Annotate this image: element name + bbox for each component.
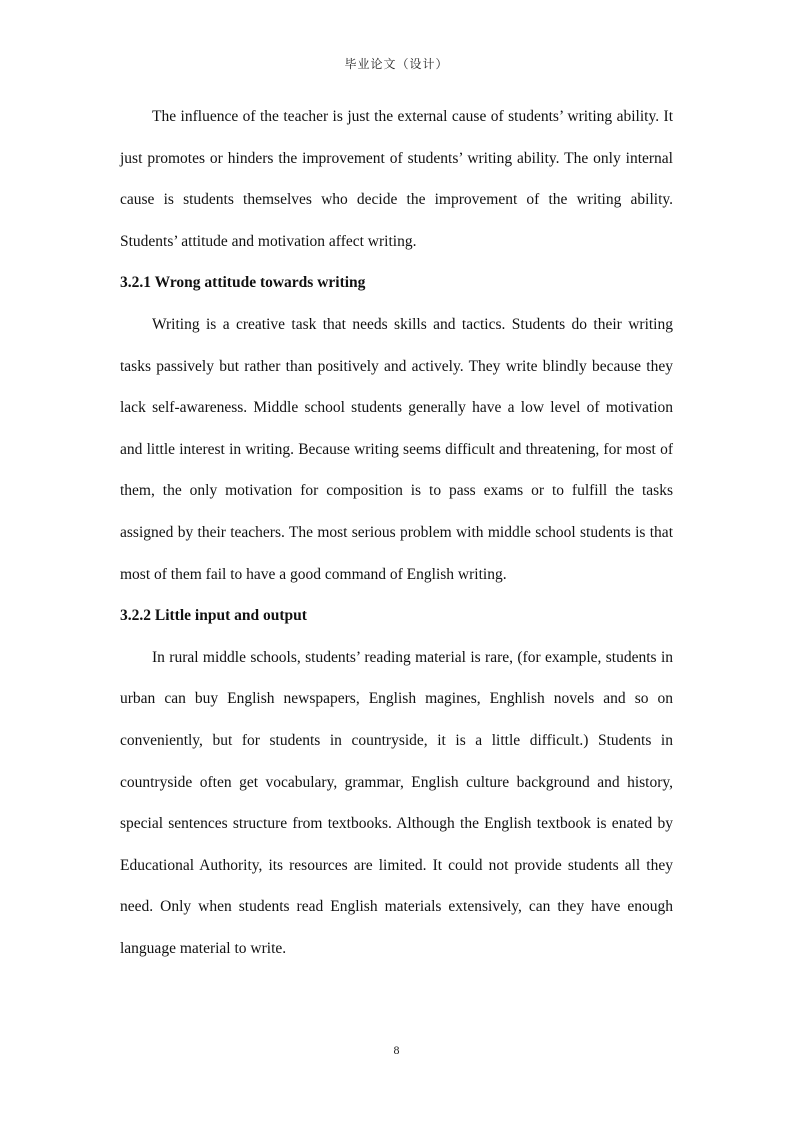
paragraph-intro: The influence of the teacher is just the external cause of students’ writing ability. It just promotes or hinders the improvement of students’ writing ability. The only internal cause is students themselves who decide the improvement of the writing ability. Students’ attitude and motivation affect writing.	[120, 108, 673, 250]
document-body	[120, 96, 673, 969]
running-header: 毕业论文（设计）	[344, 57, 449, 71]
section-heading-3-2-2: 3.2.2 Little input and output	[120, 607, 307, 625]
paragraph-wrong-attitude: Writing is a creative task that needs skills and tactics. Students do their writing tasks passively but rather than positively and actively. They write blindly because they lack self-awareness. Middle school students generally have a low level of motivation and little interest in writing. Because writing seems difficult and threatening, for most of them, the only motivation for composition is to pass exams or to fulfill the tasks assigned by their teachers. The most serious problem with middle school students is that most of them fail to have a good command of English writing.	[120, 315, 673, 583]
page-number: 8	[393, 1043, 400, 1057]
section-heading-3-2-1: 3.2.1 Wrong attitude towards writing	[120, 274, 366, 292]
paragraph-input-output: In rural middle schools, students’ reading material is rare, (for example, students in urban can buy English newspapers, English magines, Enghlish novels and so on conveniently, but for students in countryside, it is a little difficult.) Students in countryside often get vocabulary, grammar, English culture background and history, special sentences structure from textbooks. Although the English textbook is enated by Educational Authority, its resources are limited. It could not provide students all they need. Only when students read English materials extensively, can they have enough language material to write.	[120, 648, 673, 957]
